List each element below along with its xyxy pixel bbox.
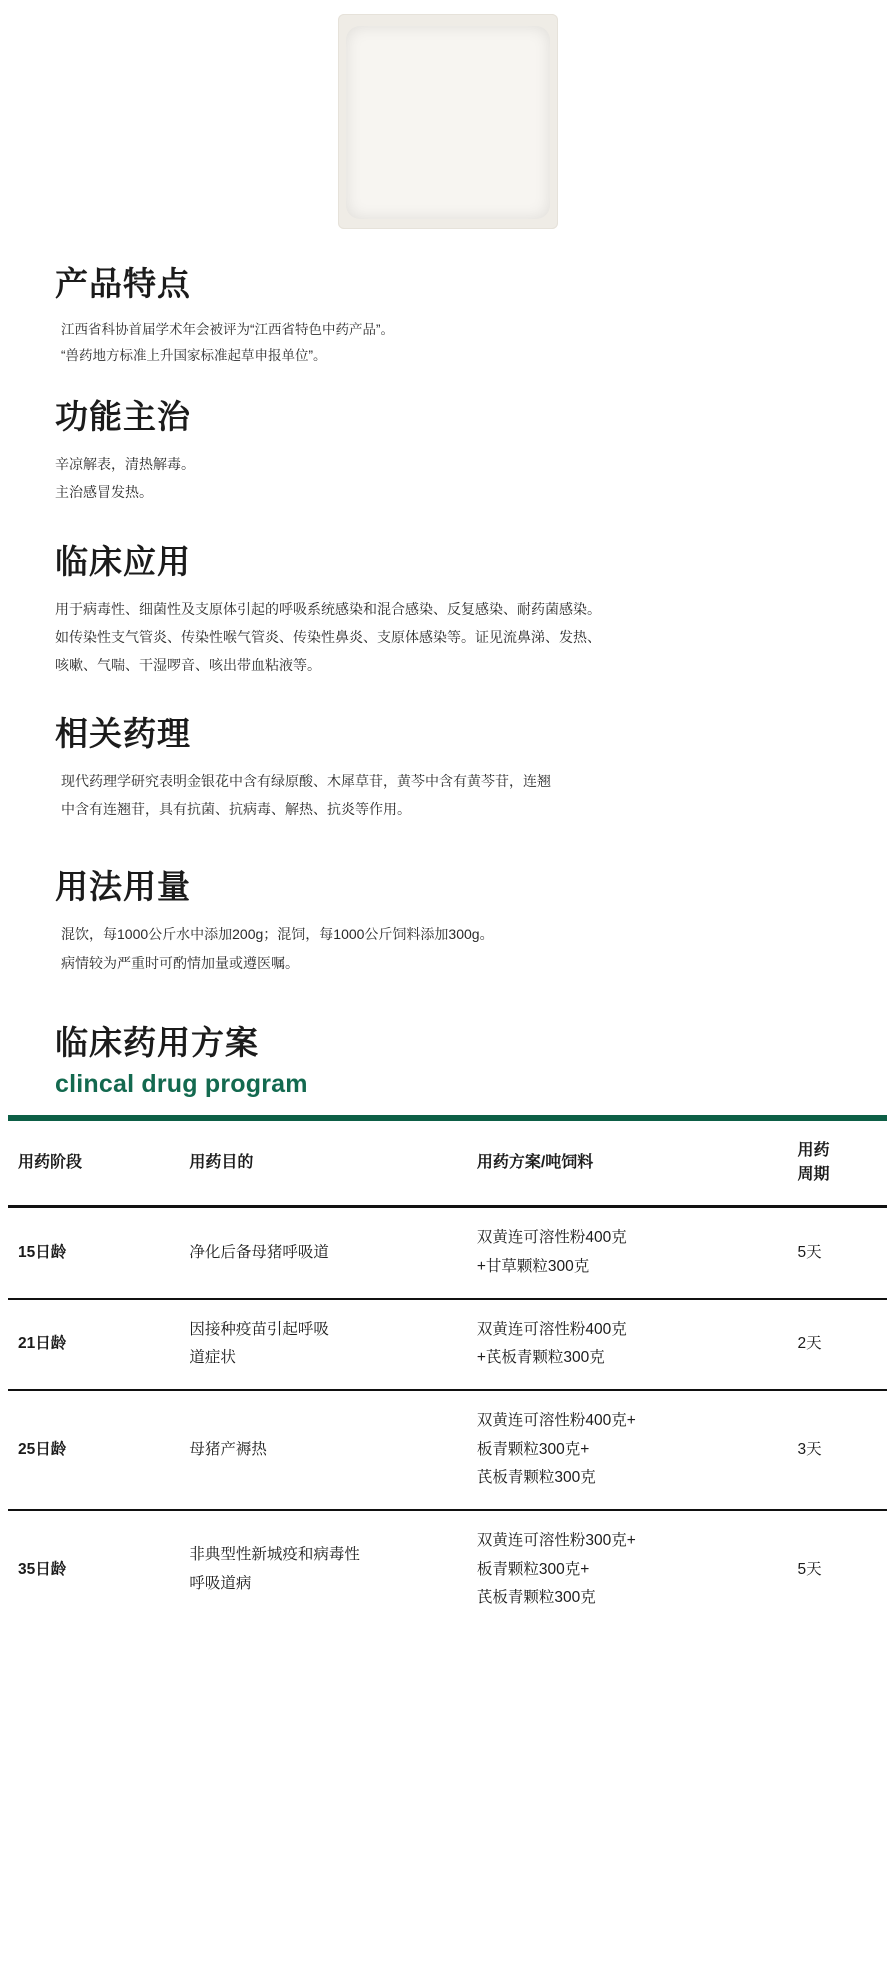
column-header-stage: 用药阶段 <box>18 1154 83 1172</box>
dosage-line-2: 病情较为严重时可酌情加量或遵医嘱。 <box>61 955 299 972</box>
section-body-pharmacology <box>55 767 833 824</box>
features-line-1: 江西省科协首届学术年会被评为“江西省特色中药产品”。 <box>61 321 394 337</box>
features-line-2: “兽药地方标准上升国家标准起草申报单位”。 <box>61 348 327 364</box>
indications-line-2: 主治感冒发热。 <box>55 484 153 501</box>
cell-plan-line-1: 双黄连可溶性粉400克 <box>476 1229 627 1247</box>
table-row <box>8 1299 887 1390</box>
clinical-line-1: 用于病毒性、细菌性及支原体引起的呼吸系统感染和混合感染、反复感染、耐药菌感染。 <box>55 600 601 617</box>
cell-stage: 21日龄 <box>8 1299 179 1390</box>
table-body <box>8 1207 887 1629</box>
cell-purpose <box>179 1299 466 1390</box>
hero-image-container <box>0 0 895 229</box>
section-title-dosage: 用法用量 <box>55 868 191 906</box>
table-row <box>8 1510 887 1629</box>
clinical-line-3: 咳嗽、气喘、干湿啰音、咳出带血粘液等。 <box>55 656 321 673</box>
column-header-purpose: 用药目的 <box>189 1154 254 1172</box>
section-title-clinical: 临床应用 <box>55 542 191 580</box>
cell-plan-line-2: +甘草颗粒300克 <box>476 1258 590 1276</box>
cell-cycle: 5天 <box>787 1207 887 1299</box>
program-title-en: clincal drug program <box>55 1070 308 1099</box>
herb-seeds <box>368 48 528 191</box>
section-body-dosage <box>55 920 833 979</box>
table-header-row <box>8 1118 887 1207</box>
cell-plan-line-1: 双黄连可溶性粉400克 <box>476 1320 627 1338</box>
dosage-line-1: 混饮，每1000公斤水中添加200g；混饲，每1000公斤饲料添加300g。 <box>61 926 494 943</box>
section-body-indications <box>55 450 833 507</box>
cell-purpose-line-1: 净化后备母猪呼吸道 <box>189 1243 329 1261</box>
cell-cycle: 3天 <box>787 1390 887 1510</box>
cell-stage: 35日龄 <box>18 1560 67 1578</box>
cell-plan-line-2: +芪板青颗粒300克 <box>476 1349 605 1367</box>
program-table-wrapper <box>0 1115 895 1629</box>
cell-purpose <box>179 1390 466 1510</box>
table-row <box>8 1207 887 1299</box>
program-title-cn: 临床药用方案 <box>55 1023 259 1061</box>
indications-line-1: 辛凉解表，清热解毒。 <box>55 455 195 472</box>
column-header-plan: 用药方案/吨饲料 <box>476 1154 594 1172</box>
cell-plan <box>467 1207 788 1299</box>
cell-plan-line-3: 芪板青颗粒300克 <box>476 1589 596 1607</box>
cell-purpose-line-1: 因接种疫苗引起呼吸 <box>189 1320 329 1338</box>
pharmacology-line-2: 中含有连翘苷，具有抗菌、抗病毒、解热、抗炎等作用。 <box>61 801 411 818</box>
cell-purpose-line-2: 道症状 <box>189 1349 236 1367</box>
column-header-cycle <box>787 1118 887 1207</box>
table-row <box>8 1390 887 1510</box>
cell-purpose <box>179 1207 466 1299</box>
cell-purpose-line-1: 母猪产褥热 <box>189 1440 267 1458</box>
program-heading <box>0 1023 895 1100</box>
cell-stage: 25日龄 <box>8 1390 179 1510</box>
section-indications <box>55 398 833 507</box>
section-title-indications: 功能主治 <box>55 397 191 435</box>
cell-purpose-line-2: 呼吸道病 <box>189 1575 252 1593</box>
section-pharmacology <box>55 715 833 824</box>
content-column <box>0 265 895 979</box>
cell-plan-line-2: 板青颗粒300克+ <box>476 1440 590 1458</box>
section-title-features: 产品特点 <box>55 265 191 302</box>
column-header-cycle-line-2: 周期 <box>797 1166 830 1184</box>
cell-plan <box>467 1390 788 1510</box>
cell-purpose-line-1: 非典型性新城疫和病毒性 <box>189 1546 360 1564</box>
section-product-features <box>55 265 833 370</box>
clinical-drug-program-table <box>8 1115 887 1629</box>
cell-plan <box>467 1510 788 1629</box>
section-body-clinical <box>55 595 833 679</box>
product-photo <box>338 14 558 229</box>
cell-plan-line-3: 芪板青颗粒300克 <box>476 1469 596 1487</box>
table-header <box>8 1118 887 1207</box>
column-header-cycle-line-1: 用药 <box>797 1142 830 1160</box>
cell-purpose <box>179 1510 466 1629</box>
clinical-line-2: 如传染性支气管炎、传染性喉气管炎、传染性鼻炎、支原体感染等。证见流鼻涕、发热、 <box>55 628 601 645</box>
bowl-shape <box>346 26 550 219</box>
cell-cycle: 5天 <box>797 1560 822 1578</box>
cell-plan-line-1: 双黄连可溶性粉300克+ <box>476 1532 636 1550</box>
section-body-features <box>55 317 833 370</box>
cell-plan <box>467 1299 788 1390</box>
section-clinical-application <box>55 543 833 679</box>
section-dosage <box>55 868 833 979</box>
cell-stage: 15日龄 <box>8 1207 179 1299</box>
cell-plan-line-2: 板青颗粒300克+ <box>476 1560 590 1578</box>
cell-cycle: 2天 <box>787 1299 887 1390</box>
pharmacology-line-1: 现代药理学研究表明金银花中含有绿原酸、木犀草苷，黄芩中含有黄芩苷，连翘 <box>61 772 551 789</box>
cell-plan-line-1: 双黄连可溶性粉400克+ <box>476 1412 636 1430</box>
section-title-pharmacology: 相关药理 <box>55 714 191 752</box>
